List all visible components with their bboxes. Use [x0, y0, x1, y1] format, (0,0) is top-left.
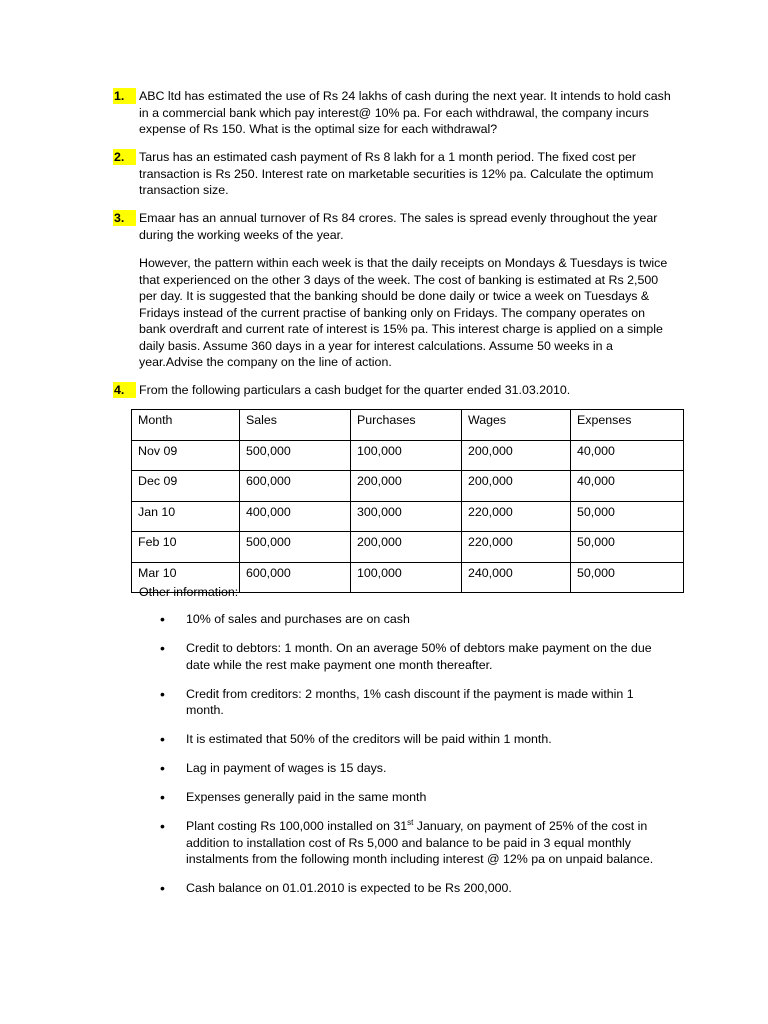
table-cell: Mar 10 [132, 562, 240, 593]
question-text: Tarus has an estimated cash payment of Rs 8 lakh for a 1 month period. The fixed cost per transaction is Rs 250. Interest rate on marketable securities is 12% pa. Calculate the optimum transaction size. [139, 150, 654, 197]
question-number: 1. [113, 88, 136, 104]
header-cell: Expenses [571, 410, 684, 441]
table-cell: 50,000 [571, 562, 684, 593]
table-cell: 100,000 [351, 562, 462, 593]
table-cell: 400,000 [240, 501, 351, 532]
question-text: Emaar has an annual turnover of Rs 84 crores. The sales is spread evenly throughout the year during the working weeks of the year. [139, 211, 658, 242]
table-cell: 200,000 [462, 440, 571, 471]
table-cell: 50,000 [571, 532, 684, 563]
table-cell: Jan 10 [132, 501, 240, 532]
question-1 [113, 88, 673, 138]
list-item: • It is estimated that 50% of the creditors will be paid within 1 month. [156, 731, 666, 748]
list-item: • Expenses generally paid in the same month [156, 789, 666, 806]
question-4 [113, 382, 673, 399]
table-row [132, 501, 684, 532]
table-cell: 500,000 [240, 532, 351, 563]
question-2 [113, 149, 673, 199]
question-3-details: However, the pattern within each week is that the daily receipts on Mondays & Tuesdays is twice that experienced on the other 3 days of the week. The cost of banking is estimated at Rs 2,500 per day. It is suggested that the banking should be done daily or twice a week on Tuesdays & Fridays instead of the current practise of banking only on Fridays. The company operates on bank overdraft and current rate of interest is 15% pa. This interest charge is applied on a simple daily basis. Assume 360 days in a year for interest calculations. Assume 50 weeks in a year.Advise the company on the line of action. [139, 256, 668, 369]
table-cell: 220,000 [462, 501, 571, 532]
table-row [132, 440, 684, 471]
list-item: • Credit from creditors: 2 months, 1% cash discount if the payment is made within 1 month. [156, 686, 666, 719]
table-cell: 600,000 [240, 471, 351, 502]
question-number: 2. [113, 149, 136, 165]
table-row [132, 471, 684, 502]
table-cell: 50,000 [571, 501, 684, 532]
table-cell: Feb 10 [132, 532, 240, 563]
list-item: • 10% of sales and purchases are on cash [156, 611, 666, 628]
table-cell: Nov 09 [132, 440, 240, 471]
question-number: 4. [113, 382, 136, 398]
plant-text-end: January, on payment of 25% of the cost in addition to installation cost of Rs 5,000 and balance to be paid in 3 equal monthly instalments from the following month including interest @ 12% pa on unpaid balance. [186, 819, 654, 866]
other-information-heading: Other information: [139, 585, 239, 599]
list-item: • Lag in payment of wages is 15 days. [156, 760, 666, 777]
header-cell: Sales [240, 410, 351, 441]
header-cell: Wages [462, 410, 571, 441]
table-cell: 600,000 [240, 562, 351, 593]
table-cell: 240,000 [462, 562, 571, 593]
list-item: • Cash balance on 01.01.2010 is expected to be Rs 200,000. [156, 880, 666, 897]
question-number: 3. [113, 210, 136, 226]
plant-text-start: Plant costing Rs 100,000 installed on 31 [186, 819, 408, 833]
table-cell: 500,000 [240, 440, 351, 471]
table-cell: Dec 09 [132, 471, 240, 502]
question-text: From the following particulars a cash budget for the quarter ended 31.03.2010. [139, 383, 571, 397]
list-item-plant [156, 818, 666, 868]
ordinal-suffix: st [407, 817, 414, 827]
table-cell: 40,000 [571, 440, 684, 471]
table-row [132, 532, 684, 563]
header-cell: Purchases [351, 410, 462, 441]
table-cell: 200,000 [462, 471, 571, 502]
table-header-row [132, 410, 684, 441]
table-cell: 200,000 [351, 532, 462, 563]
list-item: • Credit to debtors: 1 month. On an average 50% of debtors make payment on the due date while the rest make payment one month thereafter. [156, 640, 666, 673]
other-information-list [156, 611, 666, 909]
question-3 [113, 210, 673, 243]
table-cell: 100,000 [351, 440, 462, 471]
table-cell: 200,000 [351, 471, 462, 502]
question-text: ABC ltd has estimated the use of Rs 24 lakhs of cash during the next year. It intends to hold cash in a commercial bank which pay interest@ 10% pa. For each withdrawal, the company incurs expense of Rs 150. What is the optimal size for each withdrawal? [139, 89, 671, 136]
table-cell: 40,000 [571, 471, 684, 502]
cash-budget-table [131, 409, 684, 593]
header-cell: Month [132, 410, 240, 441]
table-cell: 300,000 [351, 501, 462, 532]
table-cell: 220,000 [462, 532, 571, 563]
